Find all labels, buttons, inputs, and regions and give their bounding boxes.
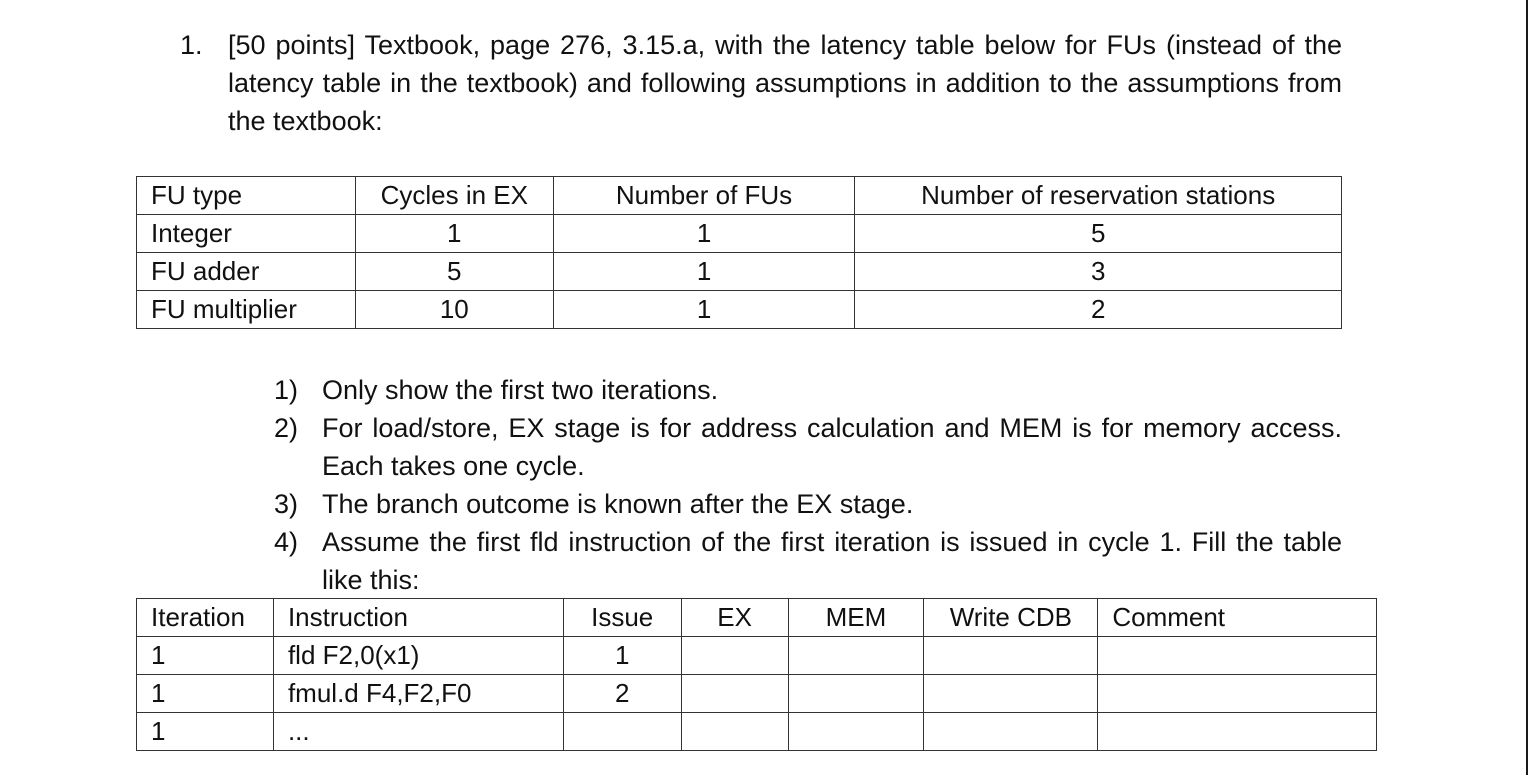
assumption-number: 3) (274, 489, 299, 519)
comment-cell (1098, 675, 1377, 713)
cycles-cell: 1 (355, 215, 553, 253)
table-row (137, 637, 1377, 675)
list-item (274, 485, 1342, 523)
rs-count-cell: 5 (855, 215, 1342, 253)
assumption-text: Only show the first two iterations. (322, 375, 719, 405)
table-row (137, 215, 1342, 253)
mem-cell (788, 713, 924, 751)
assumption-number: 4) (274, 527, 299, 557)
fu-type-cell: Integer (137, 215, 356, 253)
header-cycles-in-ex: Cycles in EX (355, 177, 553, 215)
comment-cell (1098, 637, 1377, 675)
header-number-of-fus: Number of FUs (553, 177, 855, 215)
header-reservation-stations: Number of reservation stations (855, 177, 1342, 215)
fu-type-cell: FU multiplier (137, 291, 356, 329)
write-cdb-cell (924, 713, 1098, 751)
assumption-text: For load/store, EX stage is for address calculation and MEM is for memory access. Each takes one cycle. (322, 413, 1342, 481)
header-comment: Comment (1098, 599, 1377, 637)
list-item (274, 523, 1342, 599)
ex-cell (681, 637, 788, 675)
comment-cell (1098, 713, 1377, 751)
fu-type-cell: FU adder (137, 253, 356, 291)
fu-count-cell: 1 (553, 215, 855, 253)
list-item (274, 409, 1342, 485)
table-header-row (137, 177, 1342, 215)
cycles-cell: 5 (355, 253, 553, 291)
fu-count-cell: 1 (553, 291, 855, 329)
issue-cell: 1 (563, 637, 681, 675)
assumptions-list (274, 371, 1342, 599)
assumption-number: 1) (274, 375, 299, 405)
header-issue: Issue (563, 599, 681, 637)
question-text: [50 points] Textbook, page 276, 3.15.a, with the latency table below for FUs (instead of the latency table in the textbook) and following assumptions in addition to the assumptions from the textbook: (228, 30, 1342, 136)
cycles-cell: 10 (355, 291, 553, 329)
ex-cell (681, 713, 788, 751)
rs-count-cell: 3 (855, 253, 1342, 291)
write-cdb-cell (924, 675, 1098, 713)
iteration-cell: 1 (137, 637, 274, 675)
list-item (274, 371, 1342, 409)
mem-cell (788, 675, 924, 713)
table-header-row (137, 599, 1377, 637)
assumption-number: 2) (274, 413, 299, 443)
question-block (180, 26, 1342, 140)
table-row (137, 713, 1377, 751)
header-write-cdb: Write CDB (924, 599, 1098, 637)
header-ex: EX (681, 599, 788, 637)
table-row (137, 675, 1377, 713)
header-mem: MEM (788, 599, 924, 637)
fu-latency-table (136, 176, 1342, 329)
issue-cell (563, 713, 681, 751)
assumption-text: Assume the first fld instruction of the first iteration is issued in cycle 1. Fill the table like this: (322, 527, 1342, 595)
table-row (137, 291, 1342, 329)
assumption-text: The branch outcome is known after the EX stage. (322, 489, 914, 519)
question-number: 1. (180, 30, 203, 60)
instruction-cell: fmul.d F4,F2,F0 (273, 675, 563, 713)
rs-count-cell: 2 (855, 291, 1342, 329)
table-row (137, 253, 1342, 291)
issue-cell: 2 (563, 675, 681, 713)
header-fu-type: FU type (137, 177, 356, 215)
fu-count-cell: 1 (553, 253, 855, 291)
instruction-cell: fld F2,0(x1) (273, 637, 563, 675)
header-iteration: Iteration (137, 599, 274, 637)
write-cdb-cell (924, 637, 1098, 675)
pipeline-schedule-table (136, 598, 1377, 751)
iteration-cell: 1 (137, 675, 274, 713)
instruction-cell: ... (273, 713, 563, 751)
header-instruction: Instruction (273, 599, 563, 637)
iteration-cell: 1 (137, 713, 274, 751)
ex-cell (681, 675, 788, 713)
mem-cell (788, 637, 924, 675)
